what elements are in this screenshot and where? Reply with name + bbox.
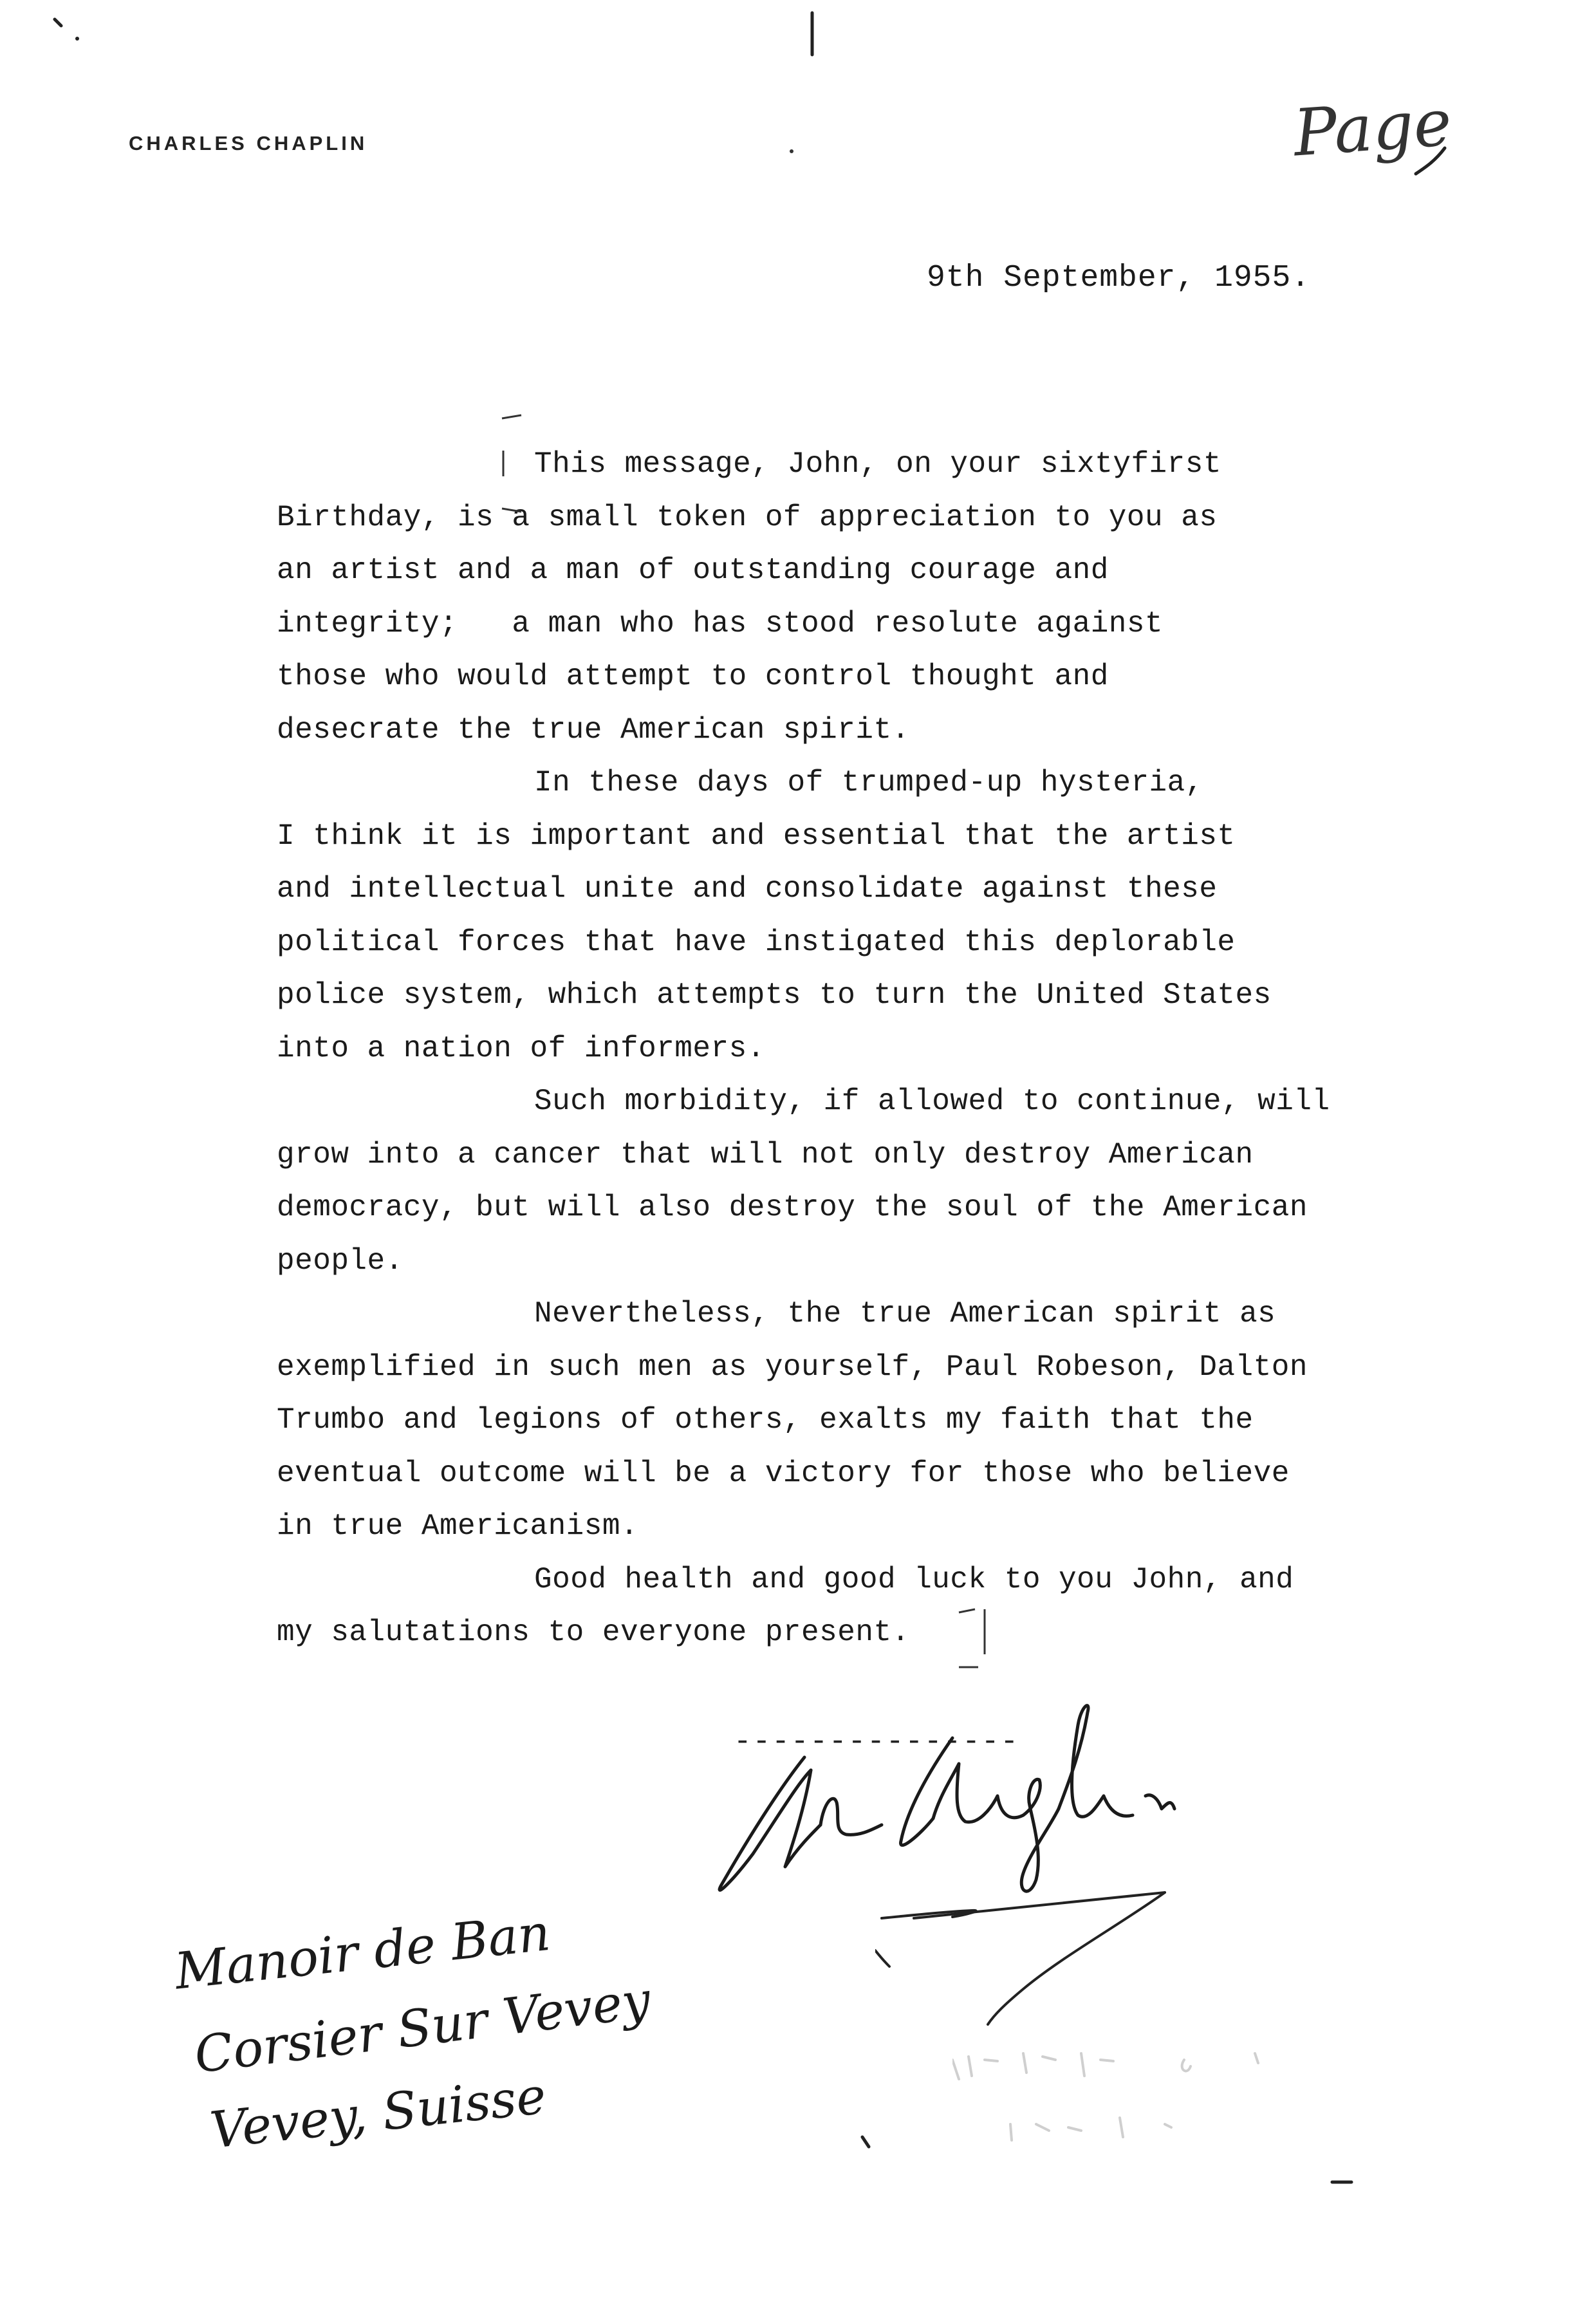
handwritten-address xyxy=(172,1903,689,2160)
paragraph-4: Nevertheless, the true American spirit as exemplified in such men as yourself, Paul Robeson, Dalton Trumbo and legions of others, exalts my faith that the eventual outcome will be a victory for those who believe in true Americanism. xyxy=(277,1297,1308,1543)
paragraph-2: In these days of trumped-up hysteria, I think it is important and essential that the artist and intellectual unite and consolidate against these political forces that have instigated this deplorable police system, which attempts to turn the United States into a nation of informers. xyxy=(277,766,1272,1065)
signature-line: --------------- xyxy=(734,1725,1020,1759)
address-line-1: Manoir de Ban xyxy=(172,1903,553,2001)
letter-body xyxy=(277,438,1435,1659)
paragraph-5: Good health and good luck to you John, and my salutations to everyone present. xyxy=(277,1562,1294,1649)
address-line-3: Vevey, Suisse xyxy=(207,2067,549,2160)
letter-date: 9th September, 1955. xyxy=(927,261,1311,295)
handwritten-page-note: Page xyxy=(1291,84,1454,171)
faint-stamp-marks xyxy=(952,2034,1403,2214)
speck xyxy=(790,149,793,153)
address-line-2: Corsier Sur Vevey xyxy=(191,1971,654,2085)
speck xyxy=(75,37,79,41)
paragraph-1: This message, John, on your sixtyfirst Birthday, is a small token of appreciation to you as an artist and a man of outstanding courage and integrity; a man who has stood resolute against those who would attempt to control thought and desecrate the true American spirit. xyxy=(277,447,1221,747)
paragraph-3: Such morbidity, if allowed to continue, will grow into a cancer that will not only destroy American democracy, but will also destroy the soul of the American people. xyxy=(277,1085,1330,1278)
letterhead: CHARLES CHAPLIN xyxy=(129,132,368,154)
handwritten-stroke xyxy=(875,1886,1184,2053)
